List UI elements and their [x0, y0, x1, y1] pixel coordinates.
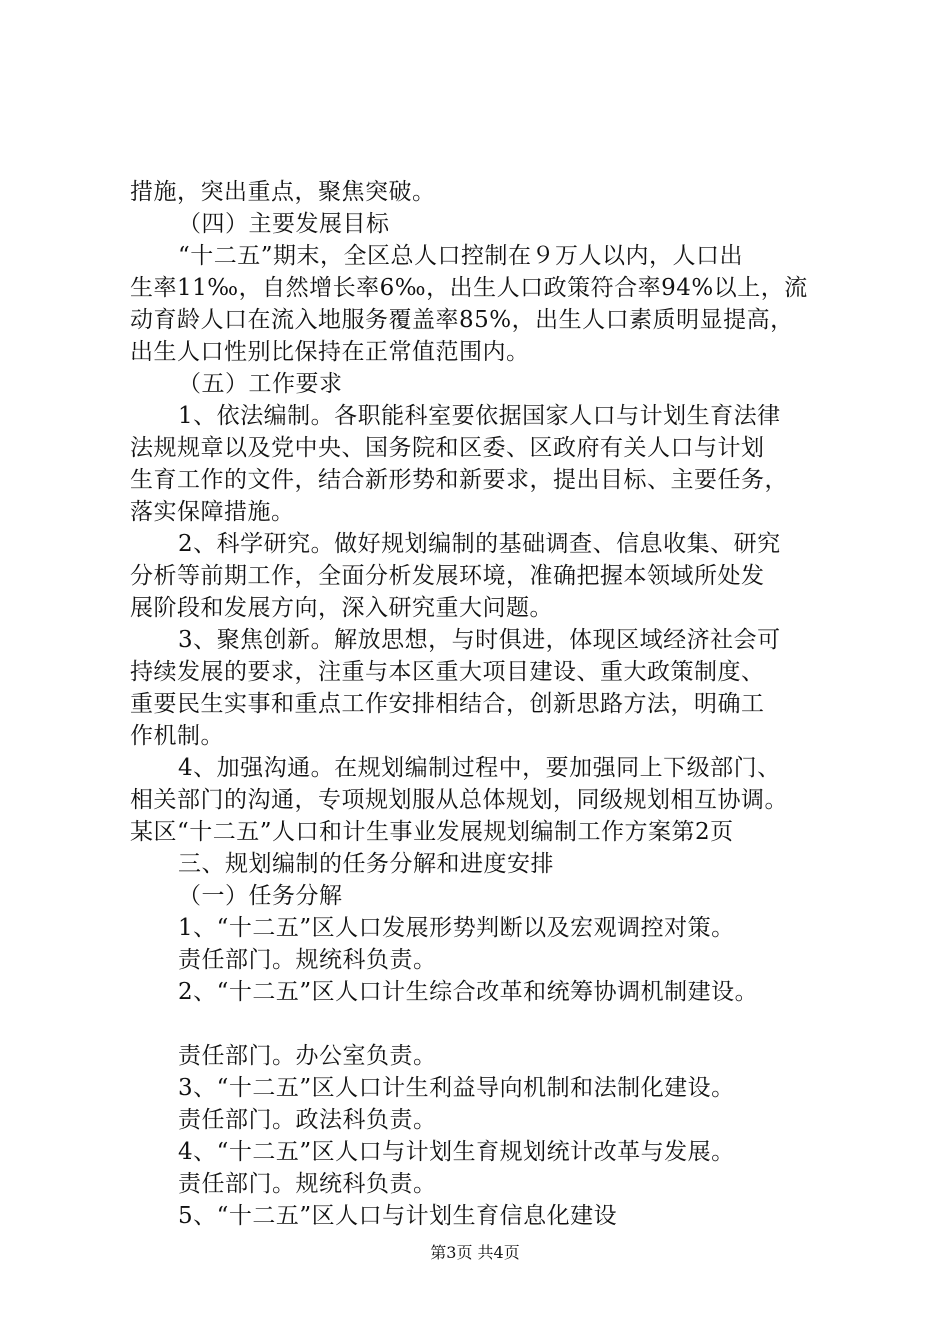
- responsible-dept: 责任部门。办公室负责。: [178, 1043, 437, 1069]
- task-item: 1、“十二五”区人口发展形势判断以及宏观调控对策。: [178, 915, 735, 941]
- running-title: 某区“十二五”人口和计生事业发展规划编制工作方案第2页: [130, 819, 734, 845]
- paragraph-line: 措施，突出重点，聚焦突破。: [130, 179, 436, 205]
- section-heading: （一）任务分解: [178, 883, 343, 909]
- paragraph-line: 法规规章以及党中央、国务院和区委、区政府有关人口与计划: [130, 435, 765, 461]
- paragraph-line: 3、聚焦创新。解放思想，与时俱进，体现区域经济社会可: [178, 627, 781, 653]
- paragraph-line: 持续发展的要求，注重与本区重大项目建设、重大政策制度、: [130, 659, 765, 685]
- task-item: 4、“十二五”区人口与计划生育规划统计改革与发展。: [178, 1139, 735, 1165]
- paragraph-line: 出生人口性别比保持在正常值范围内。: [130, 339, 530, 365]
- paragraph-line: 4、加强沟通。在规划编制过程中，要加强同上下级部门、: [178, 755, 781, 781]
- paragraph-line: 落实保障措施。: [130, 499, 295, 525]
- paragraph-line: 重要民生实事和重点工作安排相结合，创新思路方法，明确工: [130, 691, 765, 717]
- page-footer: 第3页 共4页: [430, 1243, 520, 1262]
- paragraph-line: “十二五”期末，全区总人口控制在９万人以内，人口出: [178, 243, 744, 269]
- paragraph-line: 生率11‰，自然增长率6‰，出生人口政策符合率94%以上，流: [130, 275, 808, 301]
- paragraph-line: 展阶段和发展方向，深入研究重大问题。: [130, 595, 553, 621]
- responsible-dept: 责任部门。规统科负责。: [178, 1171, 437, 1197]
- responsible-dept: 责任部门。政法科负责。: [178, 1107, 437, 1133]
- paragraph-line: 1、依法编制。各职能科室要依据国家人口与计划生育法律: [178, 403, 781, 429]
- responsible-dept: 责任部门。规统科负责。: [178, 947, 437, 973]
- paragraph-line: 2、科学研究。做好规划编制的基础调查、信息收集、研究: [178, 531, 781, 557]
- task-item: 2、“十二五”区人口计生综合改革和统筹协调机制建设。: [178, 979, 759, 1005]
- paragraph-line: 动育龄人口在流入地服务覆盖率85%，出生人口素质明显提高，: [130, 307, 794, 333]
- task-item: 3、“十二五”区人口计生利益导向机制和法制化建设。: [178, 1075, 735, 1101]
- paragraph-line: 生育工作的文件，结合新形势和新要求，提出目标、主要任务，: [130, 467, 788, 493]
- paragraph-line: 相关部门的沟通，专项规划服从总体规划，同级规划相互协调。: [130, 787, 788, 813]
- section-heading: 三、规划编制的任务分解和进度安排: [178, 851, 554, 877]
- section-heading: （四）主要发展目标: [178, 211, 390, 237]
- task-item: 5、“十二五”区人口与计划生育信息化建设: [178, 1203, 618, 1229]
- section-heading: （五）工作要求: [178, 371, 343, 397]
- paragraph-line: 分析等前期工作，全面分析发展环境，准确把握本领域所处发: [130, 563, 765, 589]
- paragraph-line: 作机制。: [130, 723, 224, 749]
